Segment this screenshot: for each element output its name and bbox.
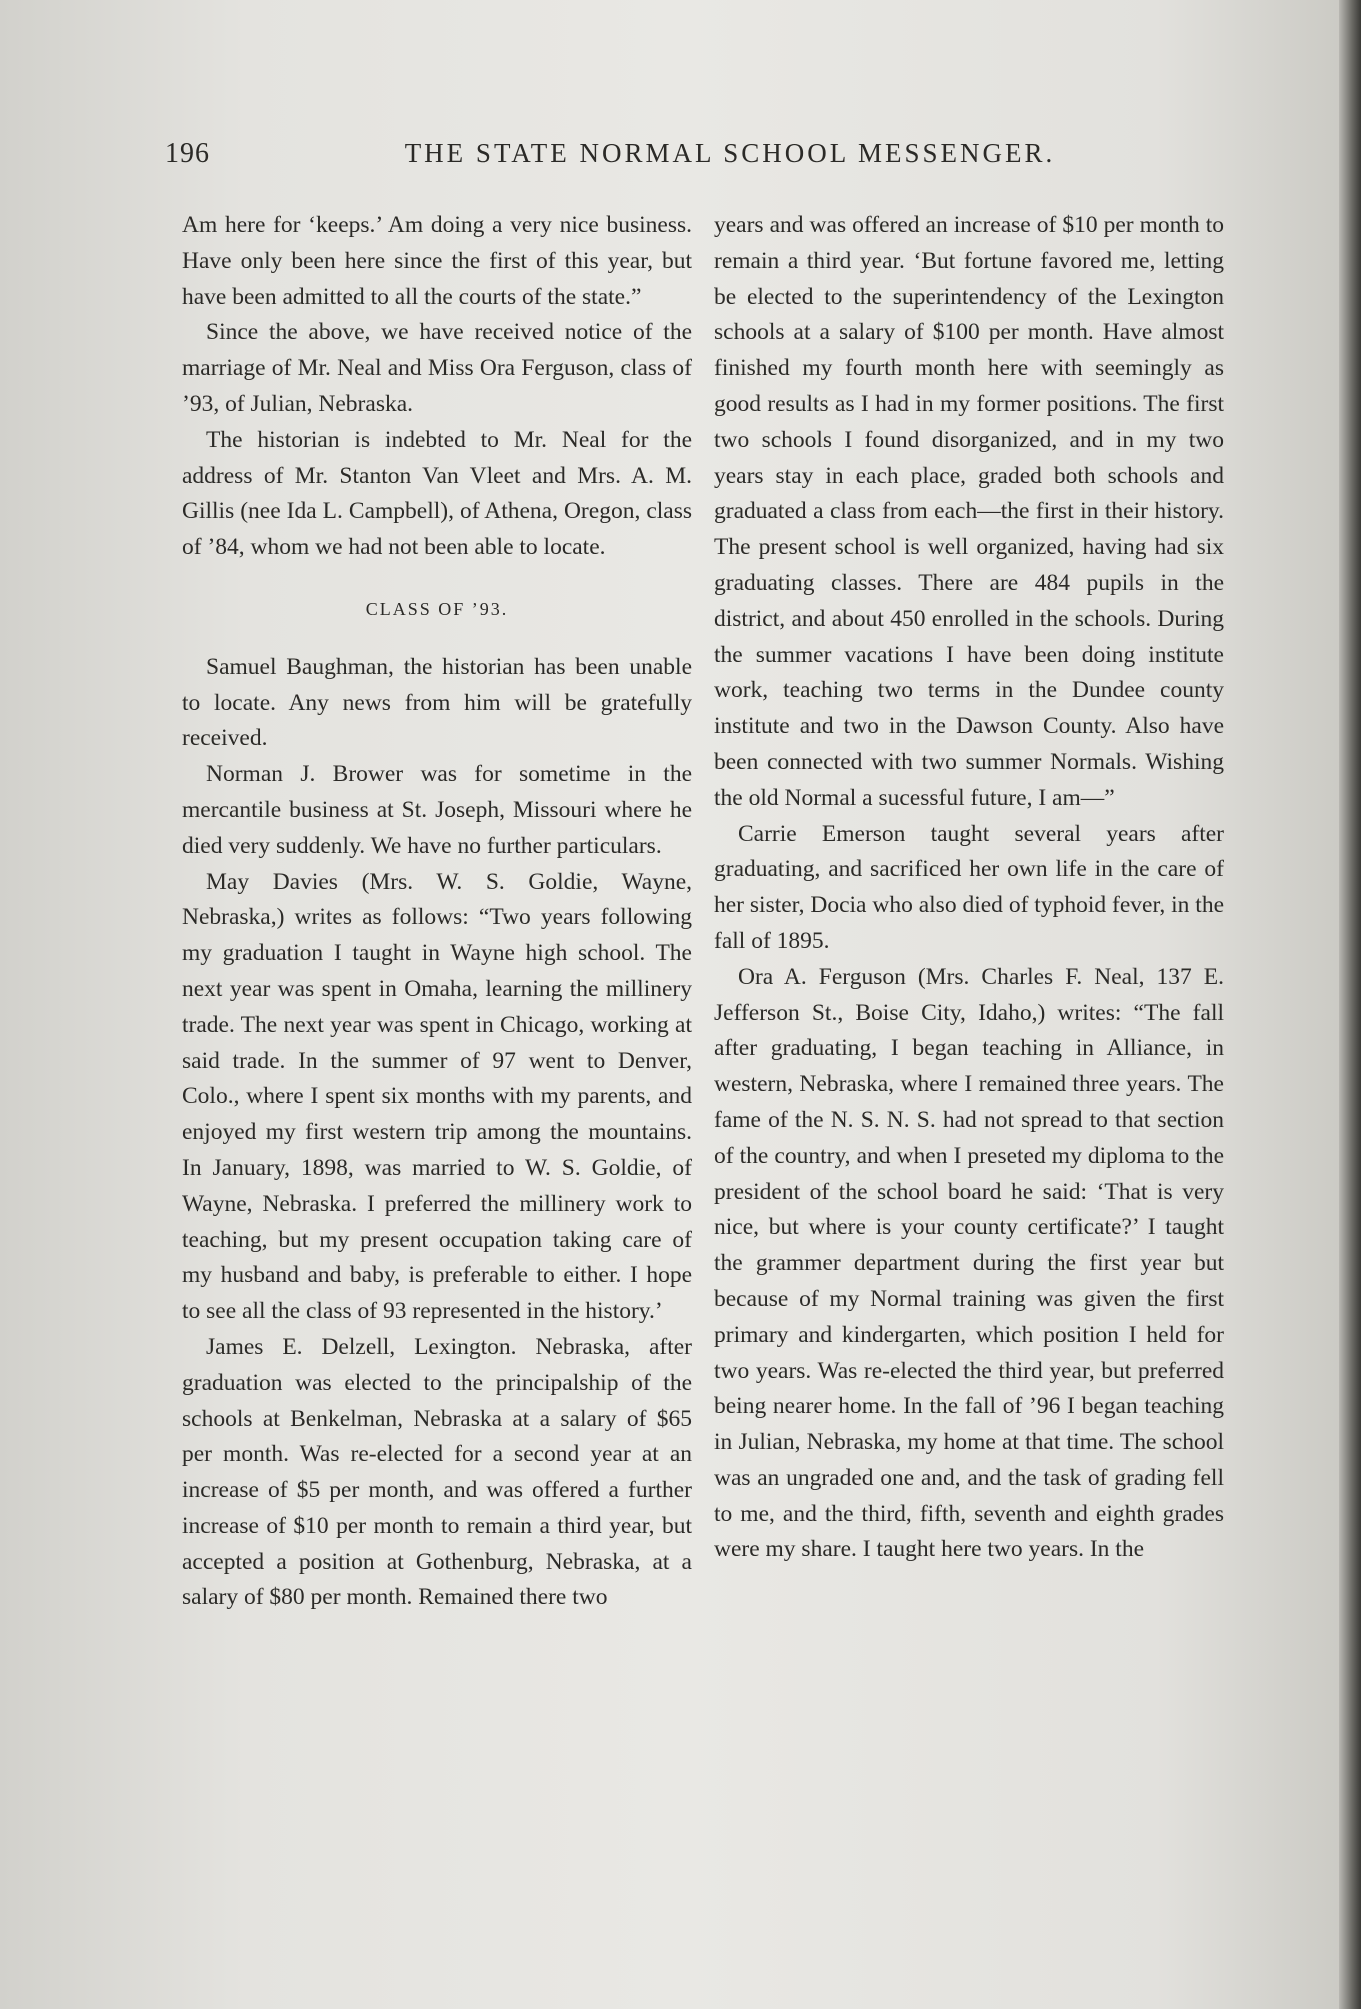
left-column (182, 208, 692, 1616)
paragraph: Ora A. Ferguson (Mrs. Charles F. Neal, 137 E. Jefferson St., Boise City, Idaho,) writes: “The fall after graduating, I began teaching in Alliance, in western, Nebraska, where I remained three years. The fame of the N. S. N. S. had not spread to that section of the country, and when I preseted my diploma to the president of the school board he said: ‘That is very nice, but where is your county certificate?’ I taught the grammer department during the first year but because of my Normal training was given the first primary and kindergarten, which position I held for two years. Was re-elected the third year, but preferred being nearer home. In the fall of ’96 I began teaching in Julian, Nebraska, my home at that time. The school was an ungraded one and, and the task of grading fell to me, and the third, fifth, seventh and eighth grades were my share. I taught here two years. In the (714, 963, 1224, 1563)
running-title: THE STATE NORMAL SCHOOL MESSENGER. (404, 138, 1056, 168)
page-edge-shadow (1339, 0, 1361, 2009)
paragraph: James E. Delzell, Lexington. Nebraska, after graduation was elected to the principalship of the schools at Benkelman, Nebraska at a salary of $65 per month. Was re-elected for a second year at an increase of $5 per month, and was offered a further increase of $10 per month to remain a third year, but accepted a position at Gothenburg, Nebraska, at a salary of $80 per month. Remained there two (182, 1333, 692, 1611)
paragraph: Since the above, we have received notice of the marriage of Mr. Neal and Miss Ora Ferguson, class of ’93, of Julian, Nebraska. (182, 319, 692, 417)
paragraph: Am here for ‘keeps.’ Am doing a very nice business. Have only been here since the first of this year, but have been admitted to all the courts of the state.” (182, 212, 692, 310)
section-heading: CLASS OF ’93. (365, 598, 509, 619)
page-header (165, 138, 1295, 178)
paragraph: Norman J. Brower was for sometime in the mercantile business at St. Joseph, Missouri where he died very suddenly. We have no further particulars. (182, 761, 692, 859)
paragraph: Samuel Baughman, the historian has been unable to locate. Any news from him will be gratefully received. (182, 653, 692, 752)
paragraph: The historian is indebted to Mr. Neal for the address of Mr. Stanton Van Vleet and Mrs. A. M. Gillis (nee Ida L. Campbell), of Athena, Oregon, class of ’84, whom we had not been able to locate. (182, 426, 692, 561)
paragraph: May Davies (Mrs. W. S. Goldie, Wayne, Nebraska,) writes as follows: “Two years following my graduation I taught in Wayne high school. The next year was spent in Omaha, learning the millinery trade. The next year was spent in Chicago, working at said trade. In the summer of 97 went to Denver, Colo., where I spent six months with my parents, and enjoyed my first western trip among the mountains. In January, 1898, was married to W. S. Goldie, of Wayne, Nebraska. I preferred the millinery work to teaching, but my present occupation taking care of my husband and baby, is preferable to either. I hope to see all the class of 93 represented in the history.’ (182, 868, 692, 1325)
page-number: 196 (165, 138, 210, 169)
right-column (714, 208, 1224, 1568)
paragraph: Carrie Emerson taught several years after graduating, and sacrificed her own life in the care of her sister, Docia who also died of typhoid fever, in the fall of 1895. (714, 820, 1224, 954)
paragraph: years and was offered an increase of $10 per month to remain a third year. ‘But fortune favored me, letting be elected to the superintendency of the Lexington schools at a salary of $100 per month. Have almost finished my fourth month here with seemingly as good results as I had in my former positions. The first two schools I found disorganized, and in my two years stay in each place, graded both schools and graduated a class from each—the first in their history. The present school is well organized, having had six graduating classes. There are 484 pupils in the district, and about 450 enrolled in the schools. During the summer vacations I have been doing institute work, teaching two terms in the Dundee county institute and two in the Dawson County. Also have been connected with two summer Normals. Wishing the old Normal a sucessful future, I am—” (714, 212, 1224, 811)
